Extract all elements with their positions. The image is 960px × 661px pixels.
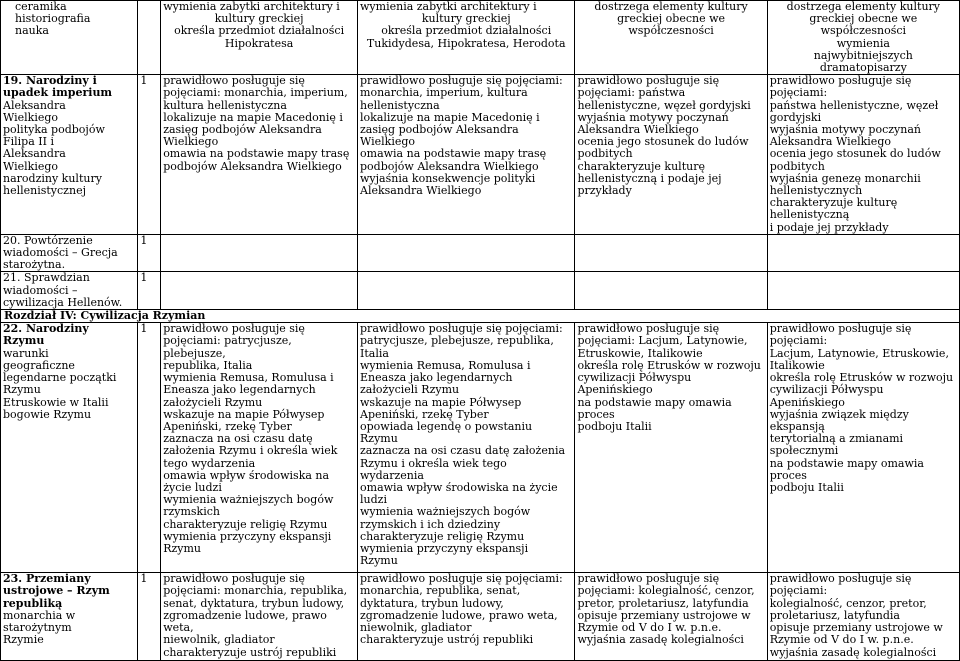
cell-line: Hipokratesa: [224, 36, 294, 50]
cell-c2: [138, 234, 161, 272]
cell-line: 23. Przemiany: [3, 572, 91, 586]
cell-line: greckiej obecne we: [617, 12, 726, 26]
cell-line: Italikowie: [769, 358, 825, 372]
cell-line: kolegialność, cenzor, pretor,: [769, 596, 927, 610]
cell-c4: [358, 75, 575, 235]
cell-line: Italia: [360, 346, 389, 360]
cell-line: lokalizuje na mapie Macedonię i: [360, 110, 540, 124]
cell-line: charakteryzuje religię Rzymu: [360, 529, 525, 543]
cell-line: Aleksandra: [3, 98, 66, 112]
table-row: [1, 234, 960, 272]
cell-line: określa rolę Etrusków w rozwoju: [769, 371, 954, 385]
cell-line: prawidłowo posługuje się pojęciami:: [769, 322, 912, 348]
cell-line: wymienia Remusa, Romulusa i: [360, 358, 531, 372]
cell-line: podbitych: [769, 159, 825, 173]
cell-line: senat, dyktatura, trybun ludowy,: [163, 596, 345, 610]
cell-c2: [138, 272, 161, 310]
cell-line: hellenistycznej: [3, 184, 86, 198]
cell-c5: [575, 234, 767, 272]
cell-line: patrycjusze, plebejusze, republika,: [360, 334, 554, 348]
cell-c2: [138, 573, 161, 661]
cell-line: starożytnym: [3, 621, 72, 635]
cell-line: pojęciami: Lacjum, Latynowie,: [577, 334, 748, 348]
cell-line: Lacjum, Latynowie, Etruskowie,: [769, 346, 949, 360]
cell-line: ocenia jego stosunek do ludów: [577, 135, 749, 149]
cell-c5: [575, 75, 767, 235]
cell-line: społecznymi: [769, 444, 839, 458]
cell-line: starożytna.: [3, 258, 66, 272]
cell-line: prawidłowo posługuje się: [163, 572, 305, 586]
cell-line: opisuje przemiany ustrojowe w: [769, 621, 943, 635]
cell-line: gordyjski: [769, 110, 822, 124]
cell-line: charakteryzuje ustrój republiki: [163, 645, 337, 659]
cell-line: prawidłowo posługuje się pojęciami:: [360, 572, 563, 586]
cell-line: monarchia, republika, senat,: [360, 584, 521, 598]
cell-line: wymienia przyczyny ekspansji: [360, 541, 529, 555]
cell-line: dostrzega elementy kultury: [786, 0, 941, 13]
cell-line: lokalizuje na mapie Macedonię i: [163, 110, 343, 124]
cell-line: wymienia zabytki architektury i: [360, 0, 537, 13]
cell-line: prawidłowo posługuje się: [577, 322, 720, 336]
cell-c1: [1, 1, 138, 75]
cell-c3: [161, 75, 358, 235]
cell-line: ludzi: [360, 493, 387, 507]
cell-line: Filipa II i: [3, 135, 54, 149]
cell-line: pojęciami: kolegialność, cenzor,: [577, 584, 755, 598]
cell-line: pretor, proletariusz, latyfundia: [577, 596, 749, 610]
cell-c3: [161, 573, 358, 661]
cell-line: Apenińskiego: [769, 395, 845, 409]
cell-line: Aleksandra Wielkiego: [769, 135, 891, 149]
cell-line: hellenistycznych: [769, 184, 863, 198]
cell-line: podbojów Aleksandra Wielkiego: [163, 159, 342, 173]
cell-line: wyjaśnia genezę monarchii: [769, 171, 921, 185]
cell-line: upadek imperium: [3, 86, 113, 100]
cell-line: Rzymu: [3, 334, 45, 348]
lesson-hours: 1: [140, 74, 148, 88]
cell-line: Wielkiego: [3, 159, 59, 173]
cell-line: na podstawie mapy omawia proces: [769, 456, 924, 482]
cell-line: dostrzega elementy kultury: [594, 0, 748, 13]
cell-line: prawidłowo posługuje się: [577, 74, 720, 88]
cell-line: założycieli Rzymu: [163, 395, 263, 409]
cell-line: i podaje jej przykłady: [769, 220, 889, 234]
cell-line: założycieli Rzymu: [360, 383, 460, 397]
cell-line: wiadomości –: [3, 283, 78, 297]
cell-line: hellenistyczną i podaje jej: [577, 171, 722, 185]
cell-line: wiadomości – Grecja: [3, 246, 118, 260]
cell-line: omawia wpływ środowiska na: [163, 468, 330, 482]
cell-c2: [138, 1, 161, 75]
cell-line: prawidłowo posługuje się: [577, 572, 720, 586]
cell-line: Eneasza jako legendarnych: [163, 383, 316, 397]
table-row: [1, 272, 960, 310]
cell-c1: [1, 323, 138, 573]
cell-line: charakteryzuje kulturę: [577, 159, 705, 173]
cell-line: pojęciami: monarchia, imperium,: [163, 86, 348, 100]
cell-line: republiką: [3, 596, 63, 610]
cell-c1: [1, 234, 138, 272]
cell-line: wymienia zabytki architektury i: [163, 0, 340, 13]
cell-line: monarchia w: [3, 608, 76, 622]
cell-c6: [767, 573, 959, 661]
cell-line: ustrojowe – Rzym: [3, 584, 110, 598]
cell-line: cywilizacji Półwyspu: [577, 371, 692, 385]
table-row: [1, 1, 960, 75]
cell-line: zgromadzenie ludowe, prawo weta,: [163, 608, 327, 635]
cell-line: terytorialną a zmianami: [769, 432, 904, 446]
cell-c4: [358, 323, 575, 573]
cell-line: wymienia ważniejszych bogów: [163, 493, 334, 507]
table-row: [1, 75, 960, 235]
cell-line: proletariusz, latyfundia: [769, 608, 900, 622]
cell-line: opisuje przemiany ustrojowe w: [577, 608, 751, 622]
cell-line: Tukidydesa, Hipokratesa, Herodota: [366, 36, 566, 50]
cell-line: życie ludzi: [163, 480, 222, 494]
cell-line: historiografia: [15, 12, 91, 26]
lesson-hours: 1: [140, 322, 148, 336]
cell-c6: [767, 75, 959, 235]
cell-line: podbojów Aleksandra Wielkiego: [360, 159, 539, 173]
cell-line: legendarne początki: [3, 371, 117, 385]
cell-line: na podstawie mapy omawia proces: [577, 395, 732, 421]
cell-line: omawia wpływ środowiska na życie: [360, 480, 558, 494]
cell-c4: [358, 573, 575, 661]
cell-line: prawidłowo posługuje się: [163, 74, 305, 88]
cell-line: pojęciami: patrycjusze, plebejusze,: [163, 334, 292, 360]
cell-line: opowiada legendę o powstaniu: [360, 419, 533, 433]
cell-line: Aleksandra Wielkiego: [360, 184, 482, 198]
cell-line: rzymskich i ich dziedziny: [360, 517, 501, 531]
cell-line: kultury greckiej: [421, 12, 511, 26]
cell-line: wyjaśnia związek między ekspansją: [769, 407, 909, 433]
cell-line: bogowie Rzymu: [3, 407, 92, 421]
cell-line: polityka podbojów: [3, 123, 105, 137]
cell-line: Eneasza jako legendarnych: [360, 371, 513, 385]
cell-line: podboju Italii: [577, 419, 652, 433]
cell-line: Aleksandra Wielkiego: [577, 123, 699, 137]
cell-line: Rzymu: [360, 554, 398, 568]
cell-line: prawidłowo posługuje się pojęciami:: [769, 74, 912, 100]
cell-line: Rzymu: [163, 541, 201, 555]
cell-line: prawidłowo posługuje się pojęciami:: [360, 322, 563, 336]
cell-c5: [575, 573, 767, 661]
cell-c3: [161, 1, 358, 75]
cell-line: charakteryzuje ustrój republiki: [360, 633, 534, 647]
cell-line: Rzymu: [360, 432, 398, 446]
cell-line: wymienia przyczyny ekspansji: [163, 529, 332, 543]
cell-line: Rzymie: [3, 633, 44, 647]
cell-line: najwybitniejszych dramatopisarzy: [813, 48, 913, 75]
cell-c6: [767, 272, 959, 310]
table-row: [1, 323, 960, 573]
cell-line: zasięg podbojów Aleksandra: [163, 123, 322, 137]
cell-line: Rzymie od V do I w. p.n.e.: [577, 621, 722, 635]
cell-line: podboju Italii: [769, 480, 844, 494]
cell-line: prawidłowo posługuje się pojęciami:: [360, 74, 563, 88]
cell-c5: [575, 323, 767, 573]
cell-c1: [1, 75, 138, 235]
cell-line: omawia na podstawie mapy trasę: [163, 147, 350, 161]
cell-line: Wielkiego: [163, 135, 219, 149]
cell-line: wyjaśnia motywy poczynań: [769, 123, 921, 137]
cell-c6: [767, 1, 959, 75]
cell-line: podbitych: [577, 147, 633, 161]
cell-line: wyjaśnia zasadę kolegialności: [769, 645, 937, 659]
lesson-hours: 1: [140, 234, 148, 247]
cell-line: tego wydarzenia: [163, 456, 256, 470]
cell-line: Rzymu i określa wiek tego: [360, 456, 507, 470]
cell-c6: [767, 234, 959, 272]
cell-line: monarchia, imperium, kultura: [360, 86, 528, 100]
cell-line: Apenińskiego: [577, 383, 653, 397]
cell-line: charakteryzuje kulturę hellenistyczną: [769, 196, 898, 222]
cell-line: określa rolę Etrusków w rozwoju: [577, 358, 761, 372]
lesson-hours: 1: [140, 572, 148, 586]
cell-line: przykłady: [577, 184, 632, 198]
cell-line: wymienia: [836, 36, 890, 50]
cell-c2: [138, 323, 161, 573]
cell-line: kultura hellenistyczna: [163, 98, 287, 112]
cell-line: hellenistyczna: [360, 98, 440, 112]
cell-line: hellenistyczne, węzeł gordyjski: [577, 98, 751, 112]
cell-c1: [1, 573, 138, 661]
cell-line: republika, Italia: [163, 358, 253, 372]
cell-line: charakteryzuje religię Rzymu: [163, 517, 328, 531]
cell-line: wyjaśnia motywy poczynań: [577, 110, 729, 124]
cell-line: rzymskich: [163, 505, 220, 519]
cell-line: Wielkiego: [3, 110, 59, 124]
cell-line: zaznacza na osi czasu datę: [163, 432, 313, 446]
cell-line: Rzymu: [3, 383, 41, 397]
cell-line: Etruskowie, Italikowie: [577, 346, 703, 360]
cell-line: wskazuje na mapie Półwysep: [163, 407, 325, 421]
cell-line: wymienia Remusa, Romulusa i: [163, 371, 334, 385]
cell-c6: [767, 323, 959, 573]
cell-c5: [575, 272, 767, 310]
table-row: [1, 573, 960, 661]
cell-line: Wielkiego: [360, 135, 416, 149]
cell-line: narodziny kultury: [3, 171, 102, 185]
cell-line: dyktatura, trybun ludowy,: [360, 596, 504, 610]
cell-line: Apeniński, rzekę Tyber: [360, 407, 489, 421]
cell-line: założenia Rzymu i określa wiek: [163, 444, 338, 458]
cell-line: pojęciami: monarchia, republika,: [163, 584, 348, 598]
cell-line: państwa hellenistyczne, węzeł: [769, 98, 939, 112]
cell-c5: [575, 1, 767, 75]
cell-line: ceramika: [15, 0, 67, 13]
cell-line: geograficzne: [3, 358, 75, 372]
cell-line: prawidłowo posługuje się: [163, 322, 305, 336]
cell-line: Aleksandra: [3, 147, 66, 161]
cell-c3: [161, 272, 358, 310]
cell-c1: [1, 272, 138, 310]
cell-line: 21. Sprawdzian: [3, 271, 90, 285]
cell-line: wskazuje na mapie Półwysep: [360, 395, 522, 409]
cell-line: wyjaśnia zasadę kolegialności: [577, 633, 744, 647]
cell-line: zaznacza na osi czasu datę założenia: [360, 444, 566, 458]
cell-line: wymienia ważniejszych bogów: [360, 505, 531, 519]
cell-c4: [358, 272, 575, 310]
cell-line: 22. Narodziny: [3, 322, 89, 336]
cell-c3: [161, 234, 358, 272]
cell-line: ocenia jego stosunek do ludów: [769, 147, 941, 161]
cell-line: współczesności: [628, 24, 714, 38]
cell-line: 19. Narodziny i: [3, 74, 97, 88]
cell-line: 20. Powtórzenie: [3, 234, 93, 247]
cell-line: Etruskowie w Italii: [3, 395, 109, 409]
cell-line: Rzymie od V do I w. p.n.e.: [769, 633, 914, 647]
table-body: [1, 1, 960, 661]
cell-line: niewolnik, gladiator: [163, 633, 275, 647]
cell-line: nauka: [15, 24, 49, 38]
cell-line: omawia na podstawie mapy trasę: [360, 147, 547, 161]
cell-c4: [358, 1, 575, 75]
cell-line: prawidłowo posługuje się pojęciami:: [769, 572, 912, 598]
cell-line: niewolnik, gladiator: [360, 621, 472, 635]
cell-line: kultury greckiej: [214, 12, 304, 26]
cell-line: Apeniński, rzekę Tyber: [163, 419, 292, 433]
cell-line: wydarzenia: [360, 468, 424, 482]
cell-line: cywilizacji Półwyspu: [769, 383, 884, 397]
cell-line: wyjaśnia konsekwencje polityki: [360, 171, 536, 185]
section-heading: Rozdział IV: Cywilizacja Rzymian: [1, 310, 960, 323]
cell-line: greckiej obecne we współczesności: [809, 12, 918, 38]
cell-line: pojęciami: państwa: [577, 86, 686, 100]
cell-line: określa przedmiot działalności: [381, 24, 552, 38]
cell-line: warunki: [3, 346, 49, 360]
table-row: [1, 310, 960, 323]
cell-line: cywilizacja Hellenów.: [3, 295, 123, 309]
cell-line: zasięg podbojów Aleksandra: [360, 123, 519, 137]
lesson-hours: 1: [140, 271, 148, 285]
cell-c2: [138, 75, 161, 235]
cell-line: zgromadzenie ludowe, prawo weta,: [360, 608, 558, 622]
cell-c4: [358, 234, 575, 272]
cell-line: określa przedmiot działalności: [174, 24, 345, 38]
cell-c3: [161, 323, 358, 573]
